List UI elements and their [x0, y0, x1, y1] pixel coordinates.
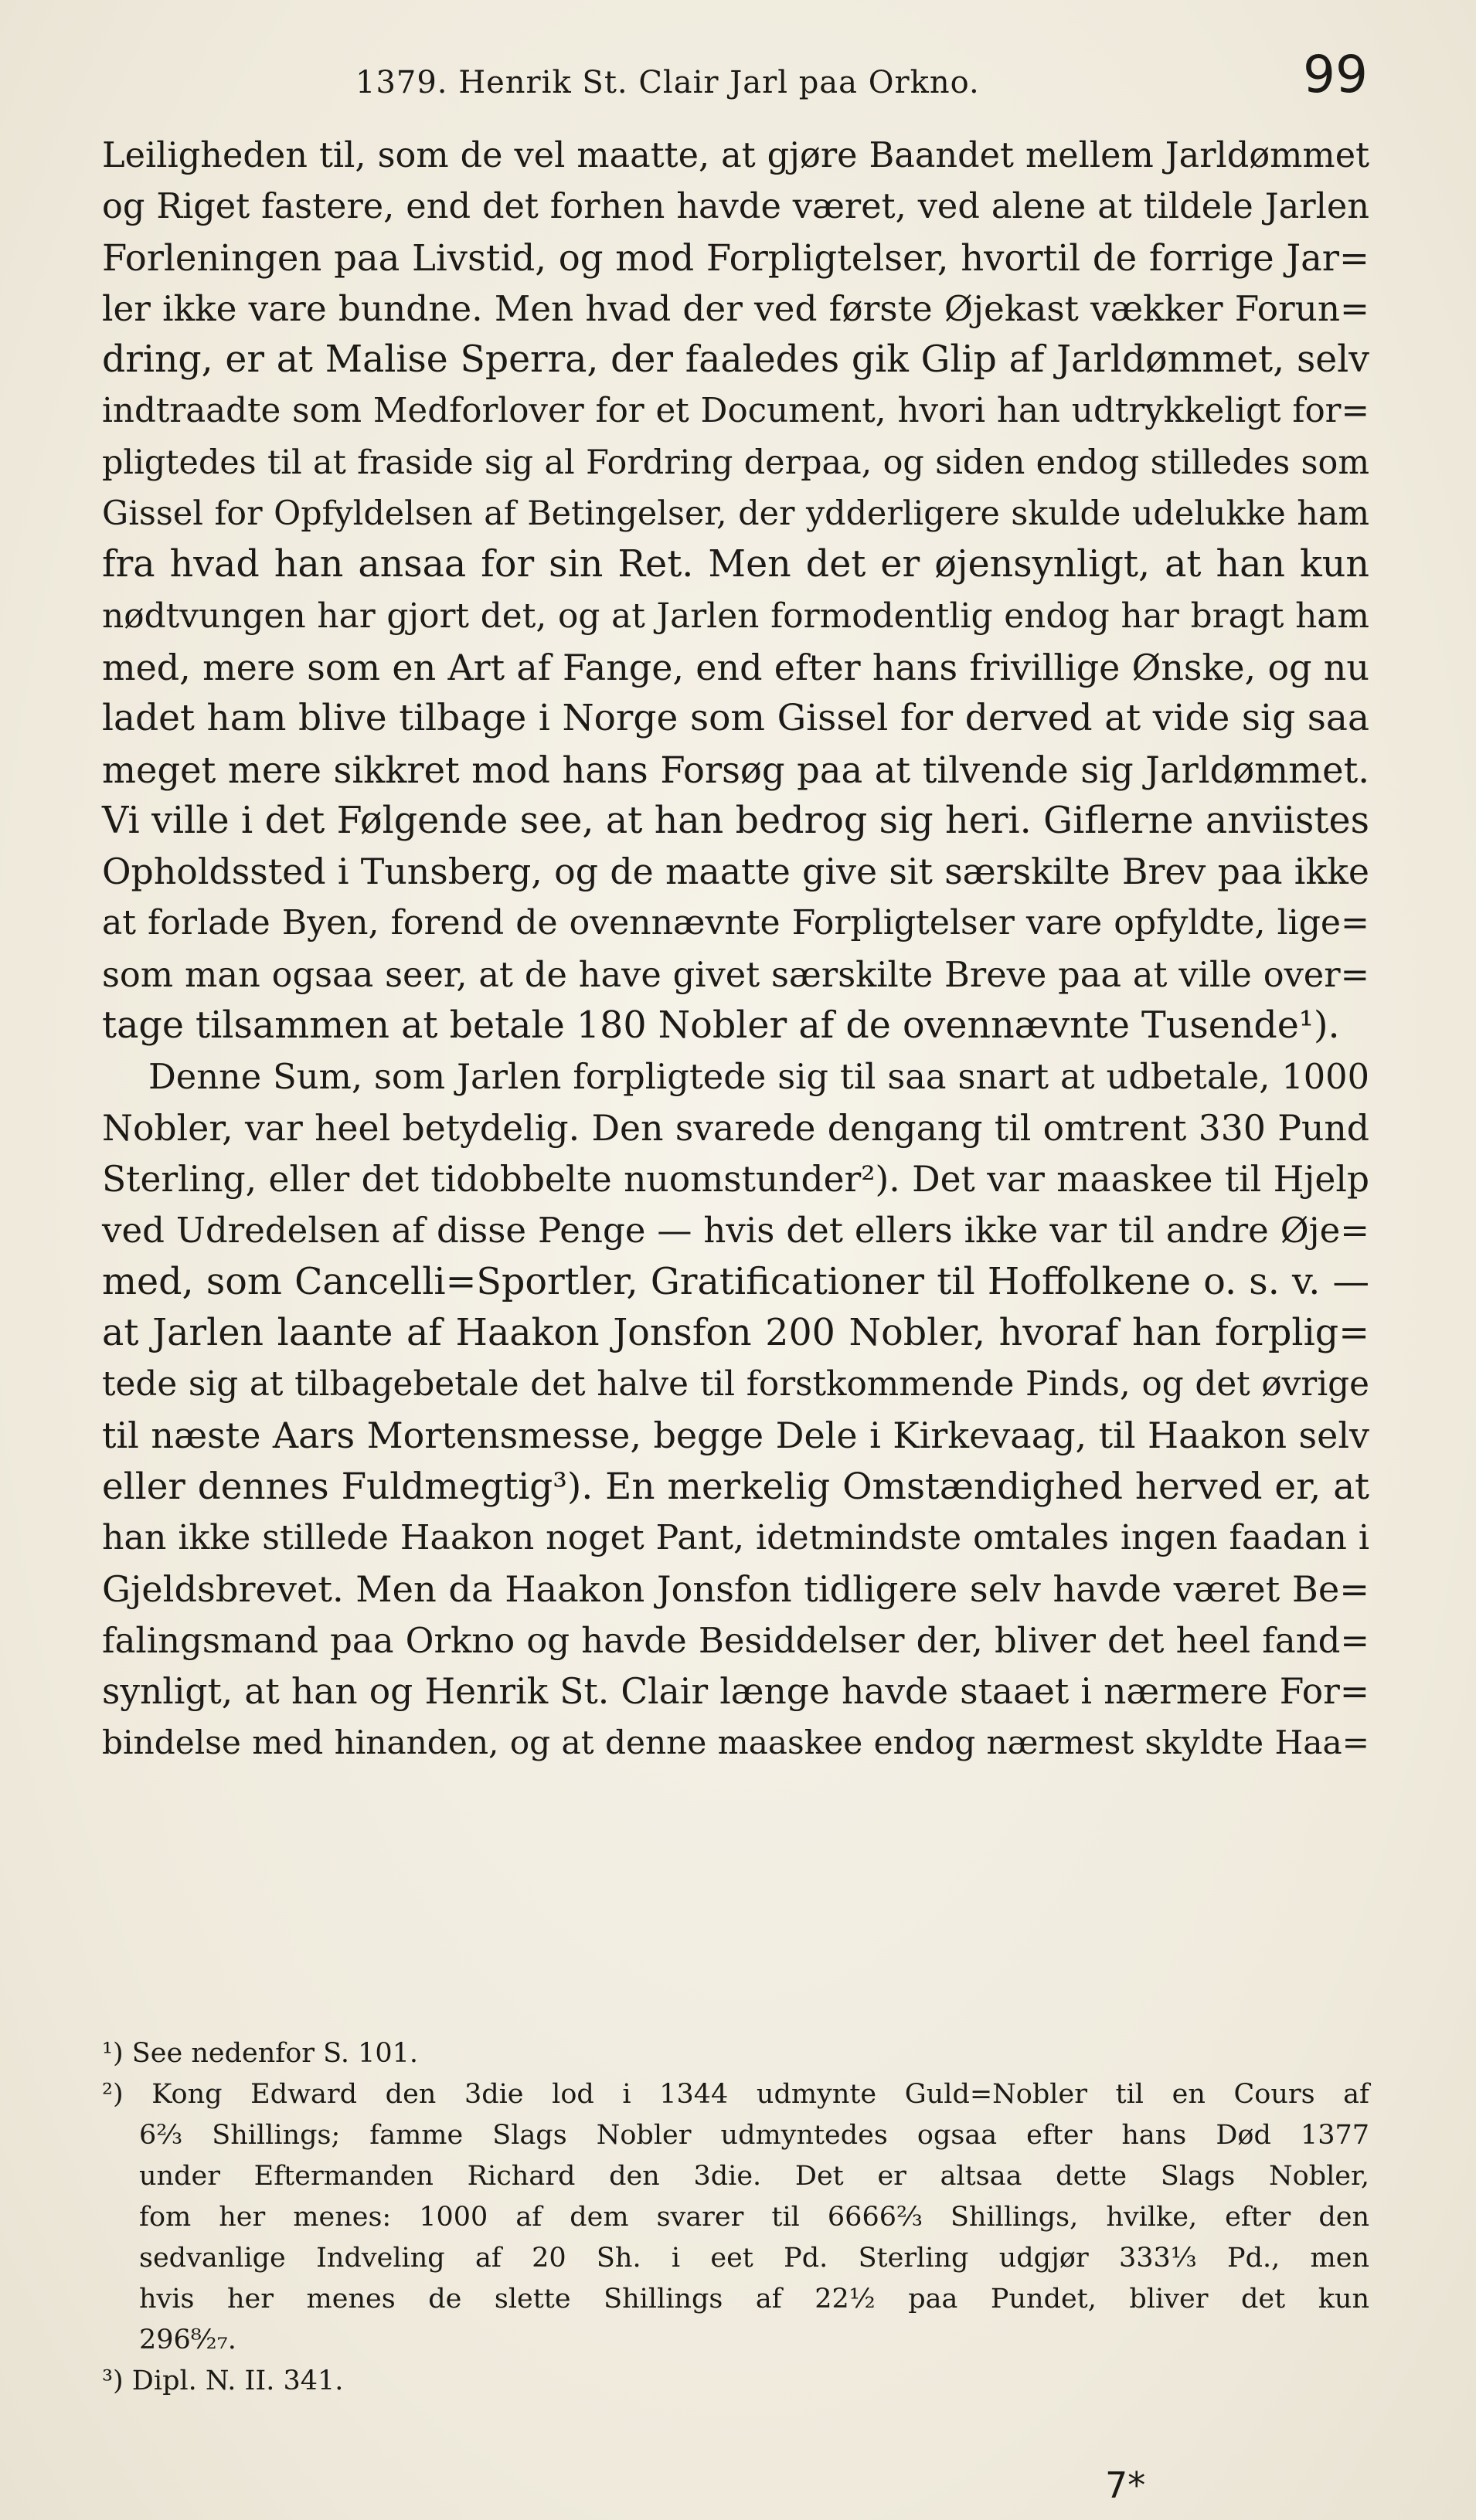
footnote-2-line: 6⅔ Shillings; famme Slags Nobler udmyntedes ogsaa efter hans Død 1377	[139, 2120, 1369, 2151]
footnote-2-line: under Eftermanden Richard den 3die. Det er altsaa dette Slags Nobler,	[139, 2161, 1369, 2192]
page-number: 99	[1303, 45, 1368, 104]
text-line: med, som Cancelli=Sportler, Gratificationer til Hoffolkene o. s. v. —	[102, 1260, 1369, 1303]
text-line: han ikke stillede Haakon noget Pant, idetmindste omtales ingen faadan i	[102, 1518, 1369, 1558]
text-line: meget mere sikkret mod hans Forsøg paa at tilvende sig Jarldømmet.	[102, 749, 1369, 791]
footnote-2-line: sedvanlige Indveling af 20 Sh. i eet Pd. Sterling udgjør 333⅓ Pd., men	[139, 2243, 1369, 2274]
text-line: tede sig at tilbagebetale det halve til forstkommende Pinds, og det øvrige	[102, 1364, 1369, 1404]
text-line: med, mere som en Art af Fange, end efter hans frivillige Ønske, og nu	[102, 646, 1369, 688]
text-line: at Jarlen laante af Haakon Jonsfon 200 Nobler, hvoraf han forplig=	[102, 1311, 1369, 1354]
text-line: fra hvad han ansaa for sin Ret. Men det er øjensynligt, at han kun	[102, 543, 1369, 586]
running-head: 1379. Henrik St. Clair Jarl paa Orkno.	[355, 65, 980, 100]
footnote-2-line: 296⁸⁄₂₇.	[139, 2325, 236, 2355]
footnote-3: ³) Dipl. N. II. 341.	[102, 2365, 344, 2396]
text-line: synligt, at han og Henrik St. Clair længe havde staaet i nærmere For=	[102, 1670, 1369, 1712]
text-line: ved Udredelsen af disse Penge — hvis det ellers ikke var til andre Øje=	[102, 1210, 1369, 1252]
footnote-2: ²) Kong Edward den 3die lod i 1344 udmynte Guld=Nobler til en Cours af	[102, 2079, 1369, 2110]
text-line: eller dennes Fuldmegtig³). En merkelig Omstændighed herved er, at	[102, 1465, 1369, 1508]
text-line: at forlade Byen, forend de ovennævnte Forpligtelser vare opfyldte, lige=	[102, 903, 1369, 943]
signature-mark: 7*	[1105, 2464, 1146, 2506]
footnote-2-line: fom her menes: 1000 af dem svarer til 6666⅔ Shillings, hvilke, efter den	[139, 2202, 1369, 2233]
text-line: Nobler, var heel betydelig. Den svarede dengang til omtrent 330 Pund	[102, 1107, 1369, 1149]
text-line: Leiligheden til, som de vel maatte, at gjøre Baandet mellem Jarldømmet	[102, 135, 1369, 175]
text-line: og Riget fastere, end det forhen havde været, ved alene at tildele Jarlen	[102, 186, 1369, 227]
text-line: Gjeldsbrevet. Men da Haakon Jonsfon tidligere selv havde været Be=	[102, 1568, 1369, 1611]
text-line: til næste Aars Mortensmesse, begge Dele i Kirkevaag, til Haakon selv	[102, 1415, 1369, 1457]
text-line: som man ogsaa seer, at de have givet særskilte Breve paa at ville over=	[102, 954, 1369, 995]
main-text	[102, 130, 1369, 1769]
footnotes	[102, 2033, 1369, 2402]
text-line: Sterling, eller det tidobbelte nuomstunder²). Det var maaskee til Hjelp	[102, 1158, 1369, 1200]
text-line: indtraadte som Medforlover for et Document, hvori han udtrykkeligt for=	[102, 392, 1369, 431]
text-line: Forleningen paa Livstid, og mod Forpligtelser, hvortil de forrige Jar=	[102, 236, 1369, 279]
page-header	[100, 45, 1368, 130]
text-line: Denne Sum, som Jarlen forpligtede sig til saa snart at udbetale, 1000	[148, 1057, 1369, 1098]
text-line: dring, er at Malise Sperra, der faaledes gik Glip af Jarldømmet, selv	[102, 338, 1369, 382]
text-line: nødtvungen har gjort det, og at Jarlen formodentlig endog har bragt ham	[102, 596, 1369, 636]
footnote-1: ¹) See nedenfor S. 101.	[102, 2038, 419, 2069]
text-line: falingsmand paa Orkno og havde Besiddelser der, bliver det heel fand=	[102, 1619, 1369, 1661]
text-line: pligtedes til at fraside sig al Fordring derpaa, og siden endog stilledes som	[102, 443, 1369, 482]
text-line: ler ikke vare bundne. Men hvad der ved første Øjekast vækker Forun=	[102, 287, 1369, 329]
text-line: Gissel for Opfyldelsen af Betingelser, der ydderligere skulde udelukke ham	[102, 494, 1369, 534]
text-line: bindelse med hinanden, og at denne maaskee endog nærmest skyldte Haa=	[102, 1724, 1369, 1762]
text-line: Opholdssted i Tunsberg, og de maatte give sit særskilte Brev paa ikke	[102, 851, 1369, 893]
text-line: tage tilsammen at betale 180 Nobler af de ovennævnte Tusende¹).	[102, 1004, 1340, 1048]
text-line: ladet ham blive tilbage i Norge som Gissel for derved at vide sig saa	[102, 697, 1369, 740]
text-line: Vi ville i det Følgende see, at han bedrog sig heri. Giflerne anviistes	[102, 799, 1369, 842]
footnote-2-line: hvis her menes de slette Shillings af 22½ paa Pundet, bliver det kun	[139, 2284, 1369, 2315]
